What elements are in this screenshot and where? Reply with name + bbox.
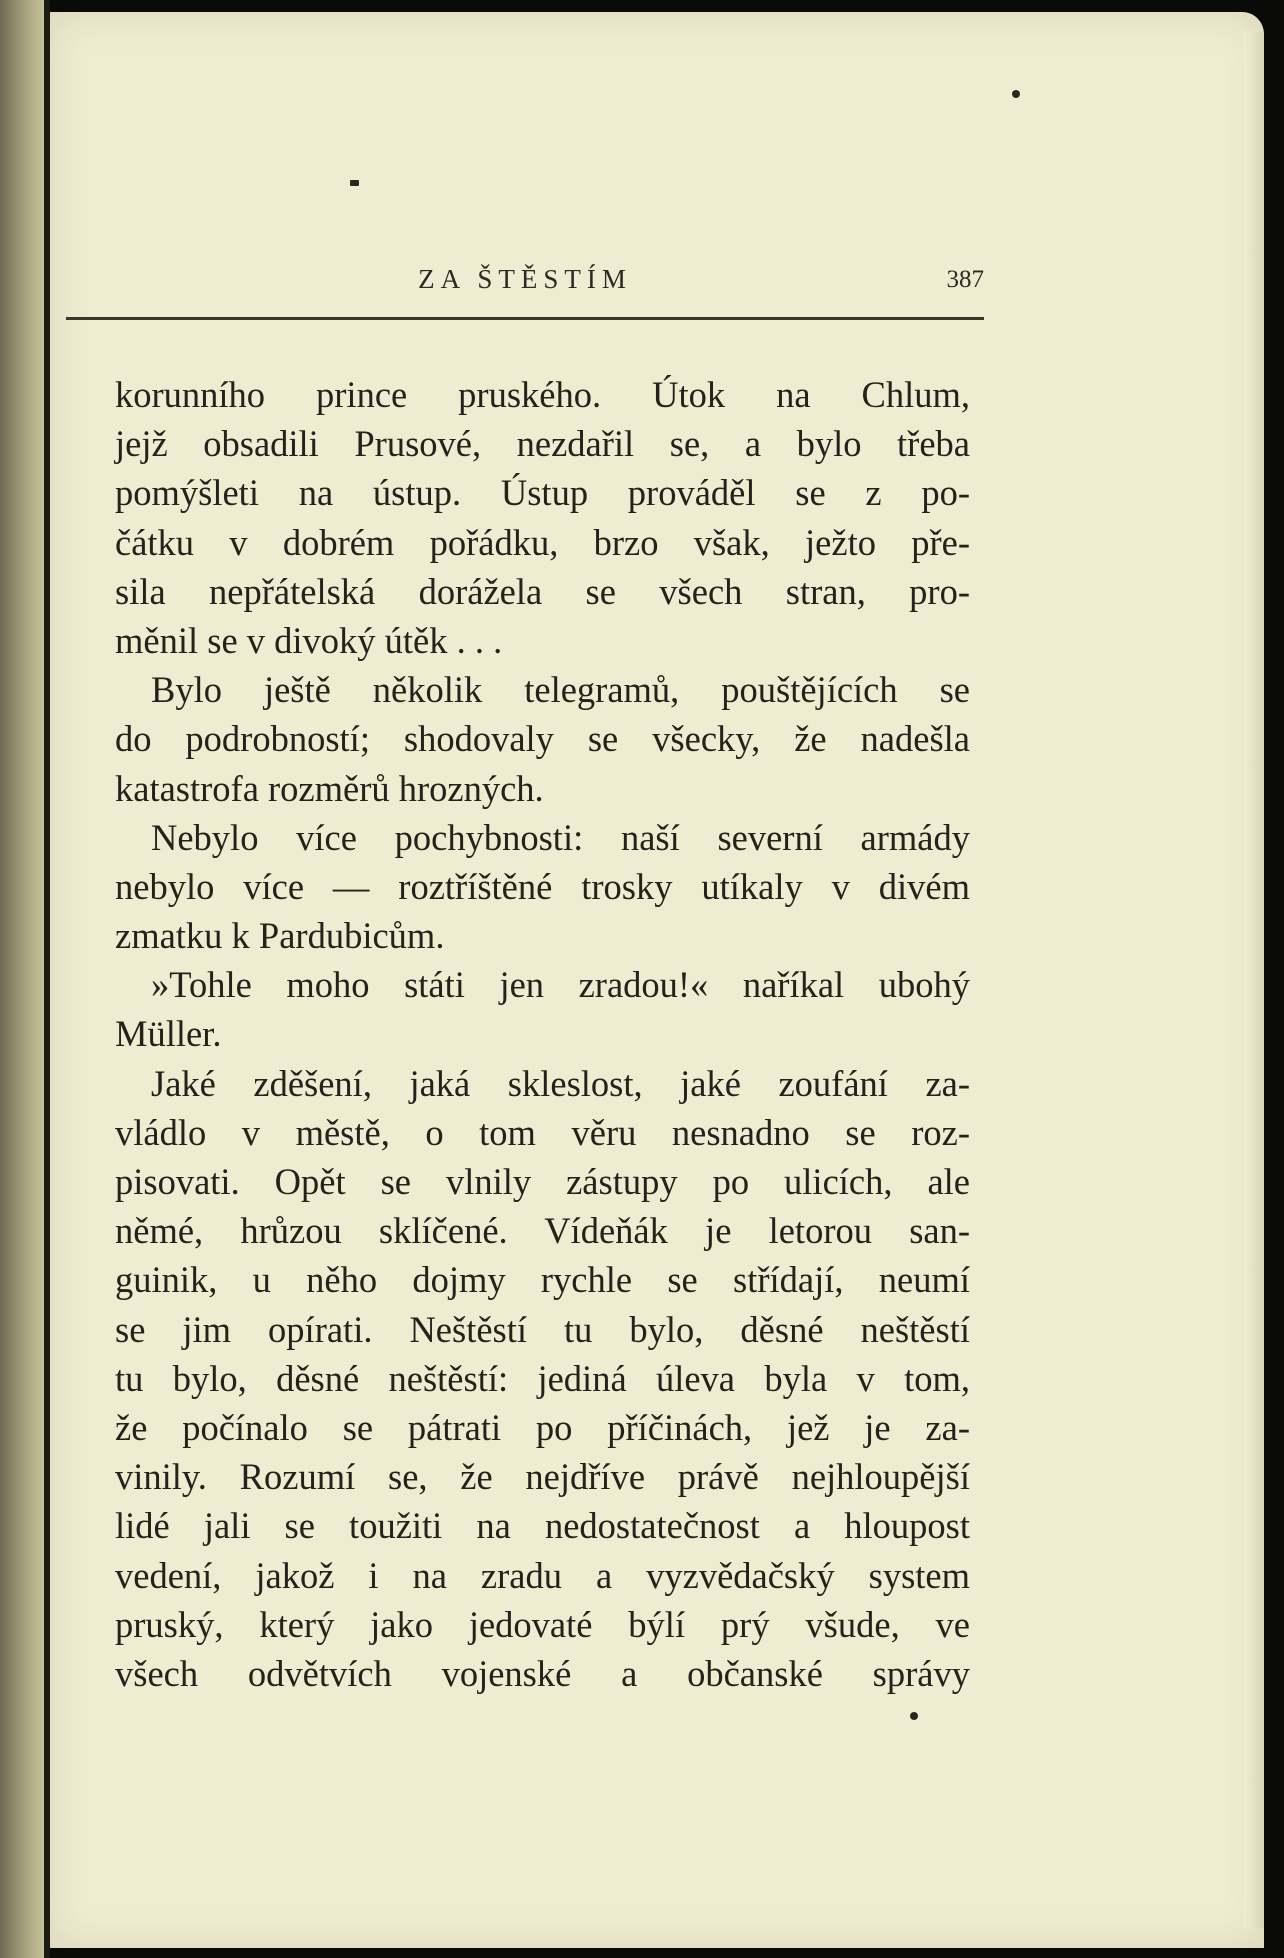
text-line: čátku v dobrém pořádku, brzo však, ježto pře- — [115, 521, 970, 563]
text-line: že počínalo se pátrati po příčinách, jež je za- — [115, 1406, 970, 1448]
text-line: zmatku k Pardubicům. — [115, 915, 445, 957]
text-line: guinik, u něho dojmy rychle se střídají, neumí — [115, 1259, 970, 1301]
text-line: tu bylo, děsné neštěstí: jediná úleva byla v tom, — [115, 1357, 970, 1399]
text-line: nebylo více — roztříštěné trosky utíkaly v divém — [115, 865, 970, 907]
ink-speck — [910, 1712, 918, 1720]
text-line: katastrofa rozměrů hrozných. — [115, 767, 544, 809]
text-line: měnil se v divoký útěk . . . — [115, 619, 503, 661]
page-number: 387 — [946, 266, 984, 293]
text-line: vedení, jakož i na zradu a vyzvědačský system — [115, 1554, 970, 1596]
text-line: němé, hrůzou sklíčené. Vídeňák je letorou san- — [115, 1210, 970, 1252]
ink-speck — [350, 180, 359, 186]
text-line: vinily. Rozumí se, že nejdříve právě nejhloupější — [115, 1456, 970, 1498]
header-rule — [66, 317, 984, 320]
text-line: Müller. — [115, 1013, 222, 1055]
body-text — [115, 370, 970, 1698]
text-line: vládlo v městě, o tom věru nesnadno se roz- — [115, 1111, 970, 1153]
running-title: ZA ŠTĚSTÍM — [418, 264, 632, 294]
text-line: do podrobností; shodovaly se všecky, že nadešla — [115, 718, 970, 760]
text-line: pruský, který jako jedovaté býlí prý všude, ve — [115, 1603, 970, 1645]
running-header — [66, 260, 984, 304]
text-line: korunního prince pruského. Útok na Chlum, — [115, 374, 970, 415]
text-line: jejž obsadili Prusové, nezdařil se, a bylo třeba — [115, 423, 970, 465]
text-line: se jim opírati. Neštěstí tu bylo, děsné neštěstí — [115, 1308, 970, 1350]
ink-speck — [1012, 90, 1020, 98]
text-line: Nebylo více pochybnosti: naší severní armády — [151, 816, 970, 858]
text-line: pomýšleti na ústup. Ústup prováděl se z po- — [115, 472, 970, 514]
text-line: Bylo ještě několik telegramů, pouštějících se — [151, 669, 970, 711]
text-line: Jaké zděšení, jaká skleslost, jaké zoufání za- — [151, 1062, 970, 1104]
text-line: všech odvětvích vojenské a občanské správy — [115, 1652, 970, 1694]
text-line: »Tohle moho státi jen zradou!« naříkal ubohý — [151, 964, 970, 1006]
page-fore-edge — [1244, 32, 1264, 1928]
text-line: pisovati. Opět se vlnily zástupy po ulicích, ale — [115, 1161, 970, 1202]
text-line: sila nepřátelská dorážela se všech stran, pro- — [115, 570, 970, 612]
text-line: lidé jali se toužiti na nedostatečnost a hloupost — [115, 1505, 970, 1547]
previous-page-edge — [0, 0, 48, 1958]
